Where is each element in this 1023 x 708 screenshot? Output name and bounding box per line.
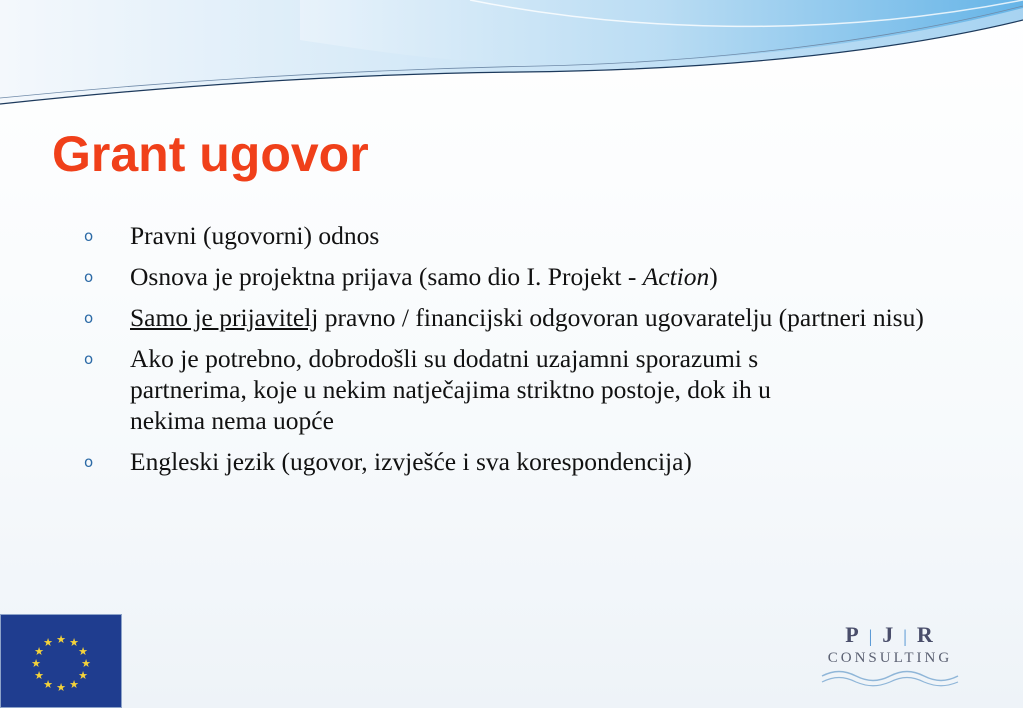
eu-flag-icon	[0, 614, 122, 708]
bullet-text: Osnova je projektna prijava (samo dio I. Projekt -	[130, 262, 643, 291]
bullet-text: Engleski jezik (ugovor, izvješće i sva korespondencija)	[130, 447, 692, 476]
bullet-marker: o	[84, 268, 94, 286]
logo-letter: P	[845, 622, 861, 647]
svg-text:★: ★	[34, 669, 44, 682]
svg-text:★: ★	[43, 636, 53, 649]
bullet-text: pravno / financijski odgovoran ugovaratelju (partneri nisu)	[318, 303, 924, 332]
bullet-italic-term: Action	[642, 262, 710, 291]
svg-text:★: ★	[81, 657, 91, 670]
bullet-list	[84, 220, 964, 487]
bullet-item	[84, 302, 964, 333]
svg-text:★: ★	[78, 645, 88, 658]
logo-subtitle: CONSULTING	[827, 650, 953, 666]
header-wave-decoration	[0, 0, 1023, 110]
svg-text:★: ★	[69, 678, 79, 691]
logo-separator: |	[868, 626, 875, 646]
logo-letter: J	[882, 622, 896, 647]
bullet-item	[84, 261, 964, 292]
bullet-marker: o	[84, 309, 94, 327]
slide-title: Grant ugovor	[52, 126, 369, 182]
pjr-consulting-logo	[810, 622, 970, 692]
svg-text:★: ★	[69, 636, 79, 649]
logo-letter: R	[916, 622, 935, 647]
bullet-item	[84, 446, 964, 477]
bullet-marker: o	[84, 453, 94, 471]
bullet-underlined-text: Samo je prijavitelj	[130, 303, 319, 332]
bullet-marker: o	[84, 227, 94, 245]
eu-stars	[1, 615, 121, 707]
bullet-item	[84, 220, 964, 251]
logo-letters	[810, 622, 970, 648]
svg-text:★: ★	[56, 633, 66, 646]
bullet-item	[84, 343, 964, 436]
bullet-text-end: )	[709, 262, 718, 291]
svg-text:★: ★	[78, 669, 88, 682]
bullet-marker: o	[84, 350, 94, 368]
waves-icon	[820, 669, 960, 687]
bullet-text: Pravni (ugovorni) odnos	[130, 221, 380, 250]
svg-text:★: ★	[43, 678, 53, 691]
svg-text:★: ★	[34, 645, 44, 658]
svg-text:★: ★	[31, 657, 41, 670]
bullet-text: Ako je potrebno, dobrodošli su dodatni uzajamni sporazumi s partnerima, koje u nekim natječajima striktno postoje, dok ih u nekima nema uopće	[130, 344, 771, 435]
svg-text:★: ★	[56, 681, 66, 694]
logo-separator: |	[903, 626, 909, 646]
